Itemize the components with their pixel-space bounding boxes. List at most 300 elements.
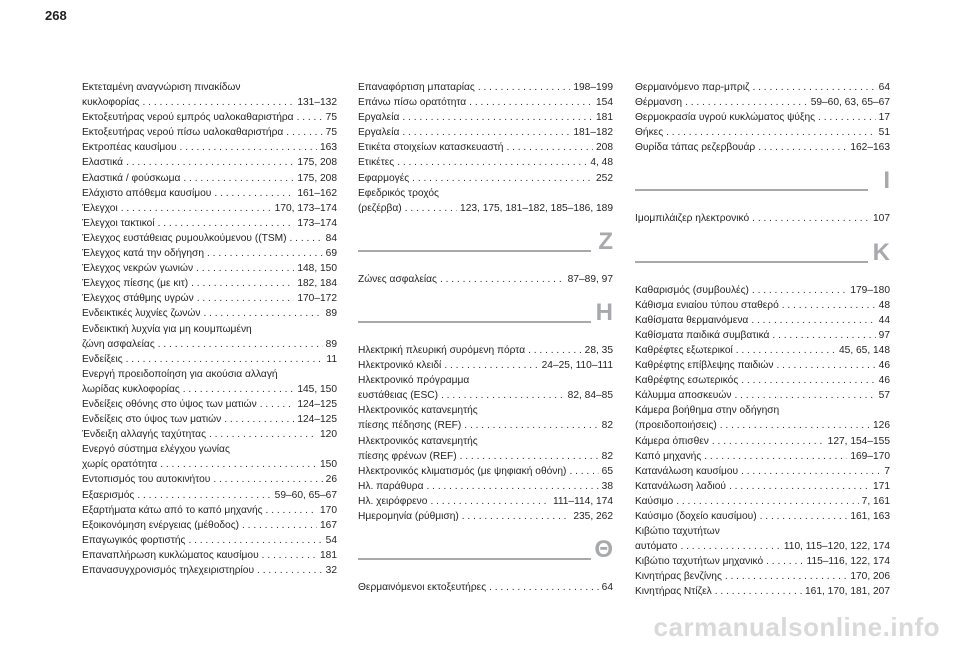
- dot-leader: [242, 518, 317, 533]
- index-entry: [635, 554, 890, 569]
- index-entry-pages: 115–116, 122, 174: [806, 556, 890, 568]
- dot-leader: [412, 171, 593, 186]
- index-entry: [635, 449, 890, 464]
- index-entry-pages: 89: [325, 308, 337, 320]
- dot-leader: [196, 261, 294, 276]
- index-column-3: [635, 80, 890, 600]
- index-entry-pages: 182, 184: [297, 278, 337, 290]
- index-entry: [82, 397, 337, 412]
- index-entry: [82, 412, 337, 427]
- index-entry-label: Εργαλεία: [358, 127, 400, 139]
- index-entry: [358, 358, 613, 373]
- section-header: [358, 532, 613, 574]
- dot-leader: [158, 216, 295, 231]
- dot-leader: [725, 569, 847, 584]
- section-letter: K: [872, 238, 890, 266]
- index-entry-label: Θέρμανση: [635, 97, 683, 109]
- index-entry-text: Κιβώτιο ταχυτήτων: [635, 526, 720, 538]
- index-entry-label: Κάμερα όπισθεν: [635, 435, 709, 447]
- dot-leader: [160, 457, 317, 472]
- dot-leader: [752, 211, 870, 226]
- index-entry-label: Κατανάλωση λαδιού: [635, 480, 726, 492]
- index-entry: [635, 95, 890, 110]
- index-entry-label: Ζώνες ασφαλείας: [358, 273, 437, 285]
- dot-leader: [191, 276, 294, 291]
- dot-leader: [290, 231, 323, 246]
- dot-leader: [766, 554, 803, 569]
- index-entry-pages: 170, 173–174: [274, 202, 337, 214]
- index-entry-pages: 26: [325, 474, 337, 486]
- section-header: [635, 235, 890, 277]
- index-entry-pages: 169–170: [850, 450, 890, 462]
- index-entry-pages: 181: [320, 549, 337, 561]
- index-entry-label: Καθίσματα παιδικά συμβατικά: [635, 329, 770, 341]
- index-entry-pages: 75: [325, 112, 337, 124]
- index-entry-pages: 57: [878, 390, 890, 402]
- dot-leader: [224, 412, 294, 427]
- index-entry-pages: 69: [325, 248, 337, 260]
- index-entry-pages: 89: [325, 338, 337, 350]
- section-letter: Θ: [594, 536, 613, 564]
- dot-leader: [729, 479, 870, 494]
- index-entry-pages: 126: [873, 420, 890, 432]
- dot-leader: [430, 494, 550, 509]
- index-entry: [635, 373, 890, 388]
- index-entry-pages: 59–60, 65–67: [274, 489, 337, 501]
- index-entry: [635, 464, 890, 479]
- index-entry: [82, 186, 337, 201]
- index-entry-label: Εκτοξευτήρας νερού εμπρός υαλοκαθαριστήρα: [82, 112, 294, 124]
- index-entry: [635, 298, 890, 313]
- index-entry: [358, 494, 613, 509]
- index-entry-label: Ελάχιστο απόθεμα καυσίμου: [82, 187, 212, 199]
- index-entry: [635, 358, 890, 373]
- dot-leader: [444, 358, 538, 373]
- index-entry-label: Εξαρτήματα κάτω από το καπό μηχανής: [82, 504, 263, 516]
- index-entry-label: χωρίς ορατότητα: [82, 459, 158, 471]
- index-entry-label: Ηλ. παράθυρα: [358, 480, 424, 492]
- index-entry: [635, 479, 890, 494]
- index-entry: [82, 548, 337, 563]
- index-entry-text: Ηλεκτρονικός κατανεμητής: [358, 435, 478, 447]
- index-entry-label: Επαναφόρτιση μπαταρίας: [358, 82, 475, 93]
- index-entry-label: Εντοπισμός του αυτοκινήτου: [82, 474, 211, 486]
- index-entry-label: αυτόματο: [635, 541, 678, 553]
- section-letter: H: [595, 298, 613, 326]
- dot-leader: [760, 509, 848, 524]
- watermark: carmanualsonline.info: [653, 612, 940, 642]
- dot-leader: [207, 246, 323, 261]
- index-entry-label: Ηλεκτρονικός κλιματισμός (με ψηφιακή οθόνη): [358, 465, 567, 477]
- index-entry-pages: 154: [596, 97, 613, 109]
- dot-leader: [126, 155, 294, 170]
- dot-leader: [782, 298, 876, 313]
- index-entry-pages: 162–163: [850, 142, 890, 154]
- index-entry-label: Έλεγχος πίεσης (με κιτ): [82, 278, 189, 290]
- index-entry-pages: 111–114, 174: [552, 495, 613, 507]
- dot-leader: [460, 449, 599, 464]
- index-entry-text: Κάμερα βοήθημα στην οδήγηση: [635, 405, 780, 417]
- index-entry: [82, 442, 337, 472]
- index-entry-pages: 120: [320, 429, 337, 441]
- index-entry-pages: 171: [873, 480, 890, 492]
- index-entry: [82, 563, 337, 578]
- index-entry-pages: 110, 115–120, 122, 174: [783, 541, 890, 553]
- index-entry-label: Κινητήρας βενζίνης: [635, 571, 722, 583]
- index-entry: [635, 509, 890, 524]
- index-entry: [82, 155, 337, 170]
- page-number: 268: [45, 8, 67, 23]
- index-entry-label: (προειδοποιήσεις): [635, 420, 717, 432]
- index-entry-label: Θερμαινόμενο παρ-μπριζ: [635, 82, 750, 93]
- index-entry-label: Κιβώτιο ταχυτήτων μηχανικό: [635, 556, 764, 568]
- index-entry-label: Εφαρμογές: [358, 172, 410, 184]
- index-entry-label: Κατανάλωση καυσίμου: [635, 465, 739, 477]
- index-entry: [635, 283, 890, 298]
- index-entry-label: Θερμοκρασία υγρού κυκλώματος ψύξης: [635, 112, 816, 124]
- dot-leader: [704, 449, 847, 464]
- dot-leader: [758, 140, 847, 155]
- index-entry: [358, 171, 613, 186]
- index-entry-label: Κάλυμμα αποσκευών: [635, 390, 732, 402]
- index-entry: [82, 231, 337, 246]
- dot-leader: [772, 328, 875, 343]
- section-letter: Z: [598, 227, 613, 255]
- index-entry-label: Έλεγχοι: [82, 202, 118, 214]
- index-entry-label: Επανασυγχρονισμός τηλεχειριστηρίου: [82, 565, 255, 576]
- index-entry-label: Θήκες: [635, 127, 664, 139]
- dot-leader: [666, 125, 876, 140]
- index-entry: [82, 261, 337, 276]
- dot-leader: [262, 548, 317, 563]
- dot-leader: [818, 110, 876, 125]
- index-entry-pages: 181–182: [573, 127, 613, 139]
- index-entry-pages: 32: [325, 565, 337, 576]
- dot-leader: [188, 533, 322, 548]
- index-entry-label: Επαγωγικός φορτιστής: [82, 534, 186, 546]
- index-entry: [358, 434, 613, 464]
- dot-leader: [569, 464, 598, 479]
- index-entry-pages: 170: [320, 504, 337, 516]
- dot-leader: [214, 186, 294, 201]
- section-header: [635, 163, 890, 205]
- index-entry-pages: 64: [601, 582, 613, 594]
- dot-leader: [266, 503, 317, 518]
- index-entry-pages: 97: [878, 329, 890, 341]
- index-entry-pages: 54: [325, 534, 337, 546]
- index-entry-text: Εκτεταμένη αναγνώριση πινακίδων: [82, 82, 241, 93]
- index-entry: [358, 403, 613, 433]
- index-entry-pages: 252: [596, 172, 613, 184]
- index-entry-pages: 131–132: [297, 97, 337, 109]
- index-entry-text: Ηλεκτρονικό πρόγραμμα: [358, 375, 470, 387]
- index-entry-pages: 84: [325, 232, 337, 244]
- index-entry-pages: 145, 150: [297, 383, 337, 395]
- section-header: [358, 295, 613, 337]
- index-entry-pages: 107: [873, 213, 890, 225]
- index-entry-pages: 127, 154–155: [827, 435, 890, 447]
- index-entry: [635, 211, 890, 226]
- index-entry-label: Έλεγχος ευστάθειας ρυμουλκούμενου ((TSM): [82, 232, 287, 244]
- index-entry: [635, 80, 890, 95]
- index-entry-label: Ετικέτα στοιχείων κατασκευαστή: [358, 142, 504, 154]
- index-entry-pages: 11: [326, 353, 337, 365]
- dot-leader: [506, 140, 593, 155]
- index-entry-label: Εξοικονόμηση ενέργειας (μέθοδος): [82, 519, 240, 531]
- index-entry-pages: 161, 163: [850, 510, 890, 522]
- index-entry-pages: 167: [320, 519, 337, 531]
- index-entry-label: Καθίσματα θερμαινόμενα: [635, 314, 749, 326]
- index-entry-pages: 173–174: [297, 217, 337, 229]
- dot-leader: [260, 397, 295, 412]
- section-divider: [358, 321, 591, 323]
- dot-leader: [478, 80, 571, 95]
- dot-leader: [720, 418, 870, 433]
- dot-leader: [402, 125, 570, 140]
- index-entry-label: Καύσιμο: [635, 495, 674, 507]
- index-entry-pages: 46: [878, 360, 890, 372]
- index-entry: [358, 343, 613, 358]
- dot-leader: [143, 95, 295, 110]
- dot-leader: [712, 434, 825, 449]
- dot-leader: [676, 494, 858, 509]
- index-entry-pages: 51: [878, 127, 890, 139]
- index-entry-pages: 17: [878, 112, 890, 124]
- index-entry-pages: 28, 35: [584, 344, 613, 356]
- dot-leader: [397, 155, 587, 170]
- index-entry-label: Εργαλεία: [358, 112, 400, 124]
- index-entry: [635, 569, 890, 584]
- dot-leader: [121, 201, 272, 216]
- index-entry: [358, 110, 613, 125]
- index-entry-text: Ενεργό σύστημα ελέγχου γωνίας: [82, 444, 230, 456]
- index-entry-label: Έλεγχος κατά την οδήγηση: [82, 248, 204, 260]
- dot-leader: [489, 580, 599, 595]
- index-entry-pages: 82: [601, 420, 613, 432]
- index-entry-pages: 198–199: [573, 82, 613, 93]
- section-divider: [635, 189, 868, 191]
- index-entry: [635, 110, 890, 125]
- index-entry-pages: 235, 262: [573, 510, 613, 522]
- index-entry-pages: 7, 161: [861, 495, 890, 507]
- index-entry: [635, 434, 890, 449]
- index-entry-pages: 46: [878, 375, 890, 387]
- index-entry-text: Εφεδρικός τροχός: [358, 187, 439, 199]
- dot-leader: [203, 306, 322, 321]
- dot-leader: [197, 291, 295, 306]
- index-entry-pages: 170, 206: [850, 571, 890, 583]
- index-entry-label: Καθαρισμός (συμβουλές): [635, 284, 749, 296]
- index-entry: [358, 95, 613, 110]
- index-entry: [82, 518, 337, 533]
- index-entry: [82, 246, 337, 261]
- index-entry-label: Ηλεκτρική πλευρική συρόμενη πόρτα: [358, 344, 526, 356]
- index-entry-pages: 124–125: [297, 414, 337, 426]
- index-entry: [82, 171, 337, 186]
- index-entry-label: Ελαστικά: [82, 157, 124, 169]
- index-entry: [358, 464, 613, 479]
- index-entry-label: πίεσης φρένων (REF): [358, 450, 457, 462]
- index-entry-pages: 161, 170, 181, 207: [805, 586, 890, 598]
- dot-leader: [441, 388, 565, 403]
- index-entry-label: Κάθισμα ενιαίου τύπου σταθερό: [635, 299, 779, 311]
- dot-leader: [741, 464, 881, 479]
- index-entry: [82, 201, 337, 216]
- dot-leader: [464, 418, 598, 433]
- index-entry-pages: 75: [325, 127, 337, 139]
- index-entry-text: Ηλεκτρονικός κατανεμητής: [358, 405, 478, 417]
- index-entry-label: Έλεγχοι τακτικοί: [82, 217, 155, 229]
- index-entry-pages: 65: [601, 465, 613, 477]
- section-letter: I: [883, 167, 890, 195]
- index-entry: [82, 80, 337, 110]
- index-entry: [358, 272, 613, 287]
- index-entry: [358, 125, 613, 140]
- index-entry: [358, 80, 613, 95]
- dot-leader: [286, 125, 322, 140]
- index-entry: [635, 343, 890, 358]
- dot-leader: [776, 358, 875, 373]
- index-entry-label: Κινητήρας Ντίζελ: [635, 586, 712, 598]
- index-entry-label: Ενδείξεις οθόνης στο ύψος των ματιών: [82, 398, 257, 410]
- index-entry-pages: 124–125: [297, 398, 337, 410]
- index-entry: [82, 427, 337, 442]
- index-entry-label: Ηλεκτρονικό κλειδί: [358, 360, 442, 372]
- index-entry: [82, 306, 337, 321]
- index-entry-pages: 24–25, 110–111: [541, 360, 613, 372]
- dot-leader: [297, 110, 323, 125]
- index-entry-label: Καύσιμο (δοχείο καυσίμου): [635, 510, 757, 522]
- index-entry-label: κυκλοφορίας: [82, 97, 140, 109]
- dot-leader: [126, 352, 324, 367]
- index-entry: [82, 533, 337, 548]
- dot-leader: [183, 382, 295, 397]
- index-entry-label: Ελαστικά / φούσκωμα: [82, 172, 181, 184]
- index-entry-label: Ημερομηνία (ρύθμιση): [358, 510, 459, 522]
- index-entry-label: Θερμαινόμενοι εκτοξευτήρες: [358, 582, 487, 594]
- index-entry: [358, 186, 613, 216]
- index-entry: [358, 580, 613, 595]
- index-entry: [82, 352, 337, 367]
- dot-leader: [213, 472, 322, 487]
- section-divider: [358, 558, 591, 560]
- dot-leader: [469, 95, 593, 110]
- index-entry-pages: 175, 208: [297, 157, 337, 169]
- index-entry-label: Καθρέφτες εξωτερικοί: [635, 344, 733, 356]
- index-entry-label: ζώνη ασφαλείας: [82, 338, 155, 350]
- index-entry-pages: 7: [884, 465, 890, 477]
- index-entry-label: Καθρέφτης επίβλεψης παιδιών: [635, 360, 774, 372]
- index-entry-label: Ιμομπιλάιζερ ηλεκτρονικό: [635, 213, 750, 225]
- index-entry-label: Ετικέτες: [358, 157, 395, 169]
- index-entry-pages: 175, 208: [297, 172, 337, 184]
- index-entry: [82, 472, 337, 487]
- index-entry: [82, 140, 337, 155]
- index-entry: [635, 313, 890, 328]
- index-entry-label: Εξαερισμός: [82, 489, 135, 501]
- index-entry-label: λωρίδας κυκλοφορίας: [82, 383, 180, 395]
- index-entry-pages: 150: [320, 459, 337, 471]
- dot-leader: [734, 388, 875, 403]
- dot-leader: [752, 80, 875, 95]
- dot-leader: [751, 313, 875, 328]
- index-entry: [82, 503, 337, 518]
- index-entry: [635, 388, 890, 403]
- dot-leader: [183, 171, 294, 186]
- index-entry-label: Έλεγχος νεκρών γωνιών: [82, 263, 194, 275]
- index-entry: [82, 110, 337, 125]
- index-entry: [635, 584, 890, 599]
- index-entry-label: (ρεζέρβα): [358, 202, 402, 214]
- dot-leader: [209, 427, 317, 442]
- dot-leader: [752, 283, 847, 298]
- index-entry-pages: 4, 48: [590, 157, 613, 169]
- index-entry-pages: 59–60, 63, 65–67: [810, 97, 890, 109]
- index-entry: [82, 291, 337, 306]
- dot-leader: [137, 488, 271, 503]
- dot-leader: [440, 272, 565, 287]
- index-entry: [358, 509, 613, 524]
- index-entry-text: Ενεργή προειδοποίηση για ακούσια αλλαγή: [82, 368, 278, 380]
- section-divider: [635, 261, 868, 263]
- dot-leader: [462, 509, 571, 524]
- index-entry-label: Εκτροπέας καυσίμου: [82, 142, 177, 154]
- dot-leader: [257, 563, 323, 578]
- index-entry-pages: 161–162: [297, 187, 337, 199]
- index-entry-text: Ενδεικτική λυχνία για μη κουμπωμένη: [82, 323, 252, 335]
- index-entry-pages: 123, 175, 181–182, 185–186, 189: [460, 202, 613, 214]
- index-entry-pages: 48: [878, 299, 890, 311]
- index-entry-label: Ένδειξη αλλαγής ταχύτητας: [82, 429, 206, 441]
- index-entry-pages: 64: [878, 82, 890, 93]
- index-entry-pages: 44: [878, 314, 890, 326]
- index-entry: [358, 155, 613, 170]
- index-entry: [635, 494, 890, 509]
- index-entry-pages: 163: [320, 142, 337, 154]
- index-entry: [635, 125, 890, 140]
- index-entry-pages: 38: [601, 480, 613, 492]
- index-entry-label: Καπό μηχανής: [635, 450, 702, 462]
- dot-leader: [715, 584, 802, 599]
- index-entry-pages: 148, 150: [297, 263, 337, 275]
- index-entry-label: Ενδείξεις στο ύψος των ματιών: [82, 414, 222, 426]
- index-entry-label: ευστάθειας (ESC): [358, 390, 439, 402]
- section-header: [358, 224, 613, 266]
- index-entry-label: Εκτοξευτήρας νερού πίσω υαλοκαθαριστήρα: [82, 127, 284, 139]
- index-entry-pages: 208: [596, 142, 613, 154]
- index-entry: [82, 488, 337, 503]
- dot-leader: [405, 201, 457, 216]
- dot-leader: [402, 110, 593, 125]
- index-entry-label: Έλεγχος στάθμης υγρών: [82, 293, 194, 305]
- index-column-2: [358, 80, 613, 595]
- dot-leader: [741, 373, 875, 388]
- index-entry: [82, 276, 337, 291]
- dot-leader: [685, 95, 808, 110]
- index-entry-label: Ενδείξεις: [82, 353, 123, 365]
- section-divider: [358, 250, 591, 252]
- index-entry: [82, 125, 337, 140]
- index-entry-label: Ηλ. χειρόφρενο: [358, 495, 428, 507]
- index-entry: [358, 373, 613, 403]
- index-entry: [358, 479, 613, 494]
- index-entry: [82, 367, 337, 397]
- index-column-1: [82, 80, 337, 578]
- index-entry: [358, 140, 613, 155]
- index-entry-label: Ενδεικτικές λυχνίες ζωνών: [82, 308, 201, 320]
- index-entry-label: Καθρέφτης εσωτερικός: [635, 375, 739, 387]
- index-entry: [635, 328, 890, 343]
